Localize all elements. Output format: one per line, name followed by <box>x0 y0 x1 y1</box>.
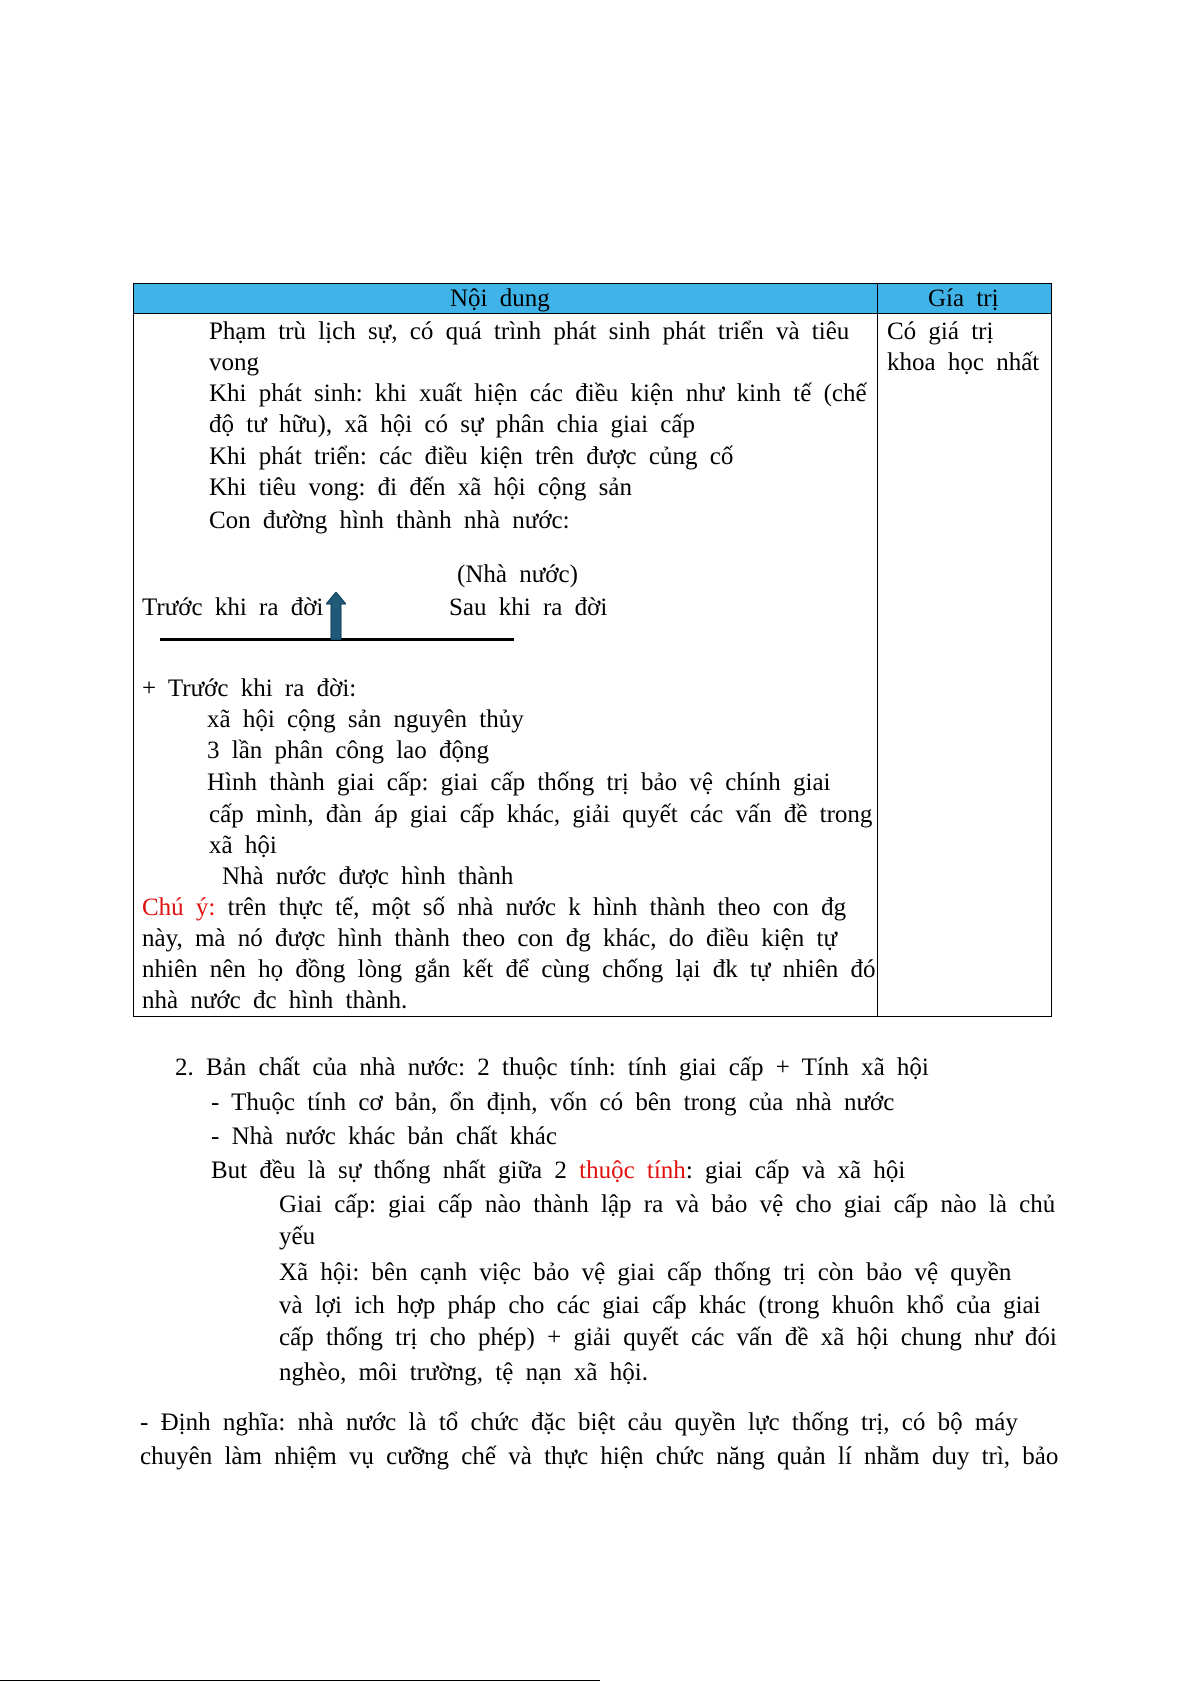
sub1-line-1: Giai cấp: giai cấp nào thành lập ra và bảo vệ cho giai cấp nào là chủ <box>279 1191 1056 1218</box>
section2-but-line <box>211 1156 905 1187</box>
note-line-2: này, mà nó được hình thành theo con đg khác, do điều kiện tự <box>142 925 838 952</box>
value-line-2: khoa học nhất <box>887 349 1040 376</box>
footnote-separator <box>0 1680 600 1681</box>
section2-heading: 2. Bản chất của nhà nước: 2 thuộc tính: tính giai cấp + Tính xã hội <box>175 1054 929 1081</box>
before-bullet-2: 3 lần phân công lao động <box>207 737 490 764</box>
bullet-1-line-1: Phạm trù lịch sự, có quá trình phát sinh phát triển và tiêu <box>209 318 850 345</box>
but-prefix: But đều là sự thống nhất giữa 2 <box>211 1157 580 1184</box>
conclusion-line: Nhà nước được hình thành <box>222 863 514 890</box>
timeline-before-label: Trước khi ra đời <box>142 594 324 621</box>
sub2-line-1: Xã hội: bên cạnh việc bảo vệ giai cấp thống trị còn bảo vệ quyền <box>279 1259 1012 1286</box>
sub1-line-2: yếu <box>279 1223 316 1250</box>
bullet-3: Khi phát triển: các điều kiện trên được củng cố <box>209 443 734 470</box>
before-bullet-3-line-2: cấp mình, đàn áp giai cấp khác, giải quyết các vấn đề trong <box>209 801 873 828</box>
bullet-4: Khi tiêu vong: đi đến xã hội cộng sản <box>209 474 632 501</box>
bullet-5: Con đường hình thành nhà nước: <box>209 507 570 534</box>
timeline-center-label: (Nhà nước) <box>457 561 578 588</box>
header-content: Nội dung <box>450 285 550 312</box>
section2-dash-2: - Nhà nước khác bản chất khác <box>211 1123 557 1150</box>
note-line-1 <box>142 893 846 923</box>
sub2-line-2: và lợi ich hợp pháp cho các giai cấp khác (trong khuôn khổ của giai <box>279 1292 1041 1319</box>
up-arrow-icon <box>326 592 346 640</box>
but-highlight: thuộc tính <box>579 1157 686 1184</box>
sub2-line-4: nghèo, môi trường, tệ nạn xã hội. <box>279 1359 648 1386</box>
table-header-row <box>133 283 1052 314</box>
before-bullet-3-line-1: Hình thành giai cấp: giai cấp thống trị bảo vệ chính giai <box>207 769 831 796</box>
section2-dash-1: - Thuộc tính cơ bản, ổn định, vốn có bên trong của nhà nước <box>211 1089 895 1116</box>
before-bullet-1: xã hội cộng sản nguyên thủy <box>207 706 524 733</box>
before-bullet-3-line-3: xã hội <box>209 832 277 859</box>
but-suffix: : giai cấp và xã hội <box>685 1157 906 1184</box>
bullet-1-line-2: vong <box>209 349 259 376</box>
bullet-2-line-2: độ tư hữu), xã hội có sự phân chia giai cấp <box>209 411 695 438</box>
table-column-divider <box>877 283 878 1017</box>
timeline-after-label: Sau khi ra đời <box>449 594 608 621</box>
definition-line-1: - Định nghĩa: nhà nước là tổ chức đặc biệt cảu quyền lực thống trị, có bộ máy <box>140 1409 1018 1436</box>
value-line-1: Có giá trị <box>887 318 994 345</box>
note-text-4: nhà nước đc hình thành. <box>142 987 408 1014</box>
note-line-3: nhiên nên họ đồng lòng gắn kết để cùng chống lại đk tự nhiên đó <box>142 956 876 983</box>
before-heading: + Trước khi ra đời: <box>142 675 357 702</box>
header-value: Gía trị <box>928 285 999 312</box>
sub2-line-3: cấp thống trị cho phép) + giải quyết các vấn đề xã hội chung như đói <box>279 1324 1057 1351</box>
note-line-4 <box>142 986 407 1017</box>
bullet-2-line-1: Khi phát sinh: khi xuất hiện các điều kiện như kinh tế (chế <box>209 380 867 407</box>
definition-line-2: chuyên làm nhiệm vụ cưỡng chế và thực hiện chức năng quản lí nhằm duy trì, bảo <box>140 1443 1059 1470</box>
note-text-1: trên thực tế, một số nhà nước k hình thành theo con đg <box>227 894 847 921</box>
note-label: Chú ý: <box>142 894 216 921</box>
